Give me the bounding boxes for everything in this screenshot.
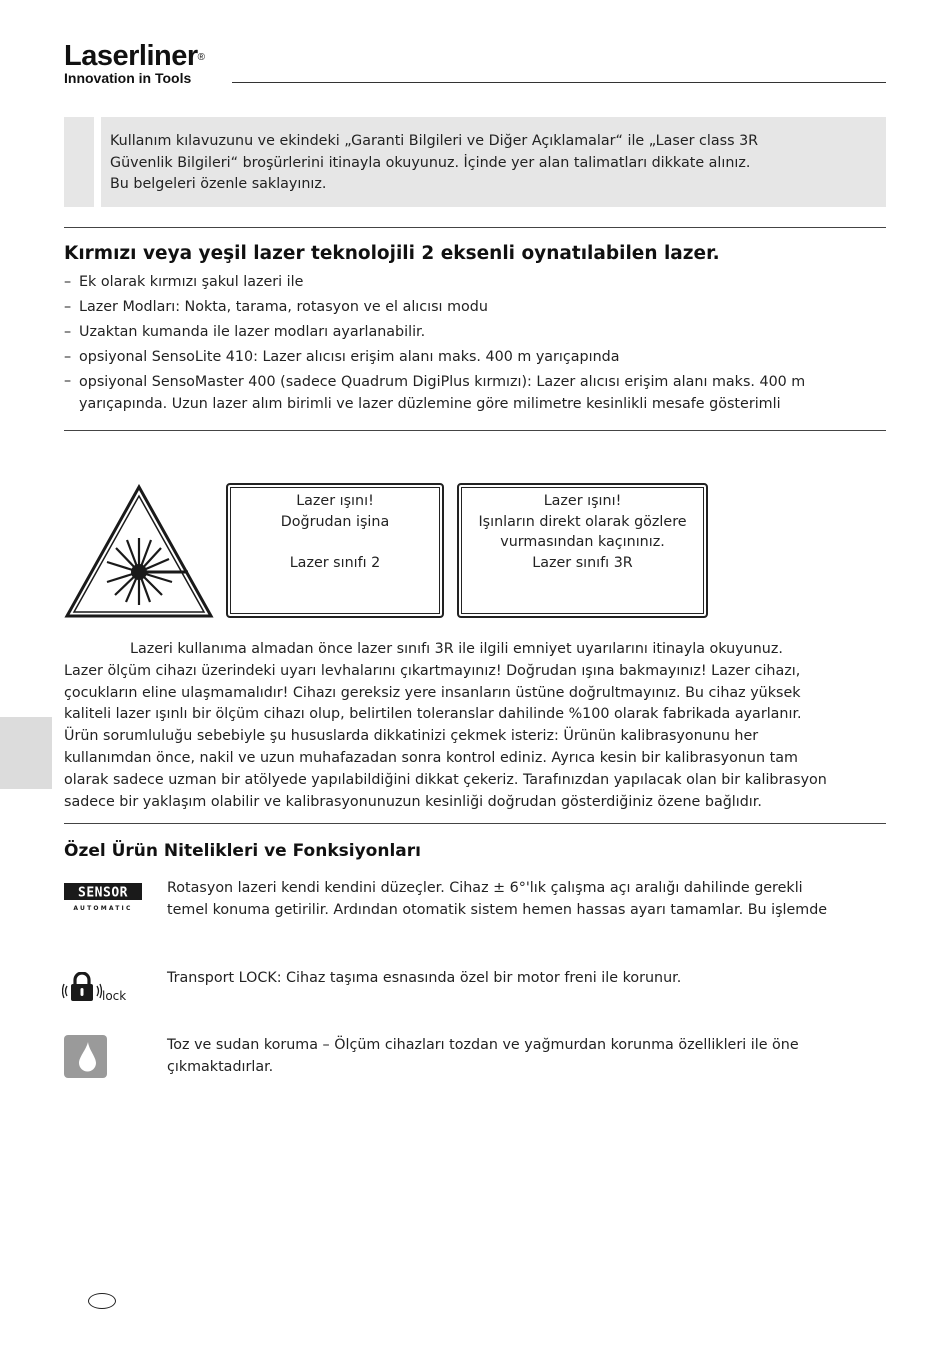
label-line: [228, 532, 442, 553]
notice-line: Bu belgeleri özenle saklayınız.: [110, 176, 327, 192]
laser-class-2-label: [226, 483, 444, 618]
sensor-feature-text: [167, 877, 887, 921]
notice-strip: [64, 117, 94, 207]
notice-text: [110, 131, 870, 196]
feature-line: çıkmaktadırlar.: [167, 1059, 274, 1075]
label-line: Lazer ışını!: [543, 493, 622, 509]
water-feature-text: [167, 1034, 887, 1078]
language-side-tab: [0, 717, 52, 789]
laser-warning-icon: [64, 484, 214, 619]
label-line: Doğrudan işina: [280, 513, 390, 530]
paragraph-line: sadece bir yaklaşım olabilir ve kalibrasyonunuzun kesinliği doğrudan gösterdiğiniz özene bağlıdır.: [64, 793, 762, 810]
section-divider: [64, 430, 886, 431]
paragraph-line: kullanımdan önce, nakil ve uzun muhafazadan sonra kontrol ediniz. Ayrıca kesin bir kalibrasyonun tam: [64, 749, 798, 766]
features-heading: Özel Ürün Nitelikleri ve Fonksiyonları: [64, 841, 421, 861]
feature-line: Transport LOCK: Cihaz taşıma esnasında özel bir motor freni ile korunur.: [167, 970, 682, 986]
sensor-icon-text: SENSOR: [78, 885, 128, 901]
paragraph-line: kaliteli lazer ışınlı bir ölçüm cihazı olup, belirtilen toleranslar dahilinde %100 olarak fabrikada ayarlanır.: [64, 706, 802, 723]
paragraph-line: çocukların eline ulaşmamalıdır! Cihazı gereksiz yere insanların üstüne doğrultmayınız. Bu cihaz yüksek: [64, 684, 801, 701]
laser-class-3r-label: [457, 483, 708, 618]
registered-mark: ®: [197, 52, 205, 63]
feature-list: [64, 270, 894, 415]
feature-line: temel konuma getirilir. Ardından otomatik sistem hemen hassas ayarı tamamlar. Bu işlemde: [167, 902, 828, 918]
notice-line: Güvenlik Bilgileri“ broşürlerini itinayla okuyunuz. İçinde yer alan talimatları dikkate alınız.: [110, 154, 751, 171]
list-item: – Uzaktan kumanda ile lazer modları ayarlanabilir.: [64, 320, 894, 345]
notice-line: Kullanım kılavuzunu ve ekindeki „Garanti Bilgileri ve Diğer Açıklamalar“ ile „Laser class 3R: [110, 133, 759, 149]
list-item: – opsiyonal SensoLite 410: Lazer alıcısı erişim alanı maks. 400 m yarıçapında: [64, 345, 894, 370]
sensor-automatic-icon: [64, 881, 144, 913]
list-item: – opsiyonal SensoMaster 400 (sadece Quadrum DigiPlus kırmızı): Lazer alıcısı erişim alanı maks. 400 m yarıçapında. Uzun lazer alım birimli ve lazer düzlemine göre milimetre kesinlikli mesafe gösterimli: [64, 370, 894, 415]
lock-feature-text: [167, 967, 887, 989]
label-line: Lazer sınıfı 3R: [532, 554, 633, 571]
brand-tagline: Innovation in Tools: [64, 70, 192, 86]
paragraph-line: Ürün sorumluluğu sebebiyle şu hususlarda dikkatinizi çekmek isteriz: Ürünün kalibrasyonunu her: [64, 728, 759, 745]
label-line: Lazer sınıfı 2: [289, 554, 381, 571]
product-heading: Kırmızı veya yeşil lazer teknolojili 2 eksenli oynatılabilen lazer.: [64, 243, 720, 264]
section-divider: [64, 227, 886, 228]
list-item: – Lazer Modları: Nokta, tarama, rotasyon ve el alıcısı modu: [64, 295, 894, 320]
paragraph-line: Lazeri kullanıma almadan önce lazer sınıfı 3R ile ilgili emniyet uyarılarını itinayla okuyunuz.: [130, 641, 783, 657]
safety-paragraph: [64, 639, 894, 813]
brand-name: Laserliner: [64, 40, 198, 72]
language-oval-icon: [88, 1293, 116, 1309]
label-line: vurmasından kaçınınız.: [500, 534, 665, 550]
paragraph-line: olarak sadece uzman bir atölyede yapılabildiğini dikkat çekeriz. Tarafınızdan yapılacak olan bir kalibrasyon: [64, 771, 827, 788]
label-line: Işınların direkt olarak gözlere: [478, 513, 687, 530]
label-line: Lazer ışını!: [296, 493, 374, 509]
water-drop-icon: [64, 1035, 107, 1078]
paragraph-line: Lazer ölçüm cihazı üzerindeki uyarı levhalarını çıkartmayınız! Doğrudan ışına bakmayınız! Lazer cihazı,: [64, 662, 801, 679]
brand-logo: [64, 40, 205, 72]
list-item: – Ek olarak kırmızı şakul lazeri ile: [64, 270, 894, 295]
transport-lock-icon: [62, 972, 132, 1004]
header-rule: [232, 82, 886, 83]
feature-line: Toz ve sudan koruma – Ölçüm cihazları tozdan ve yağmurdan korunma özellikleri ile öne: [167, 1037, 799, 1053]
section-divider: [64, 823, 886, 824]
feature-line: Rotasyon lazeri kendi kendini düzeçler. Cihaz ± 6°'lık çalışma açı aralığı dahilinde gerekli: [167, 880, 803, 896]
automatic-icon-text: AUTOMATIC: [73, 905, 133, 912]
lock-icon-label: lock: [102, 989, 127, 1003]
